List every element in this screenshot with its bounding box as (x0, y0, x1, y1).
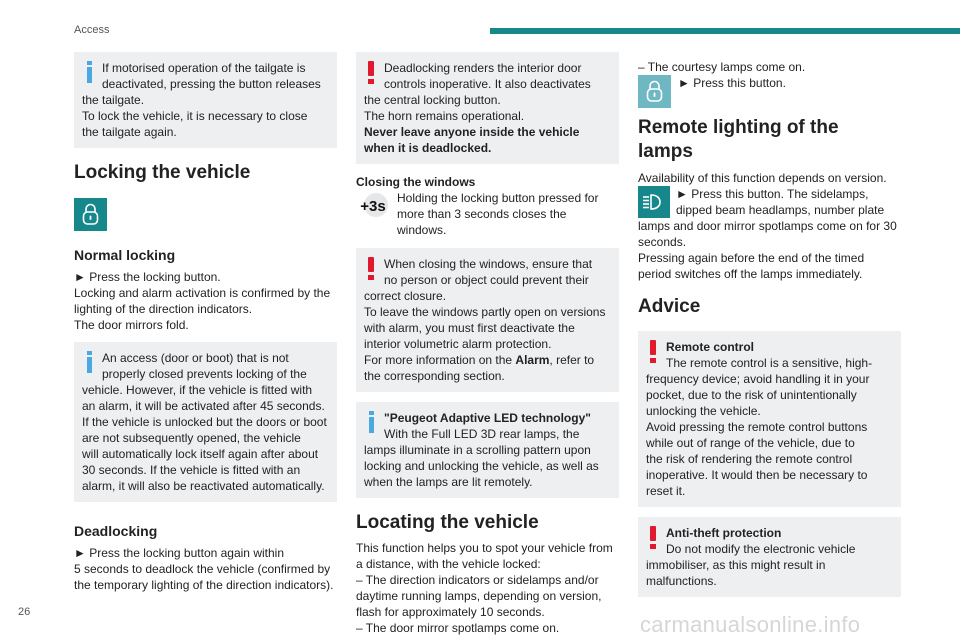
hold-3s-icon (356, 190, 390, 220)
info-note: "Peugeot Adaptive LED technology" With the Full LED 3D rear lamps, the lamps illuminate in a scrolling pattern upon locking and unlocking the vehicle, as well as when the lamps are lit remotely. (356, 402, 619, 498)
heading-deadlocking: Deadlocking (74, 523, 158, 539)
info-icon (87, 61, 92, 83)
heading-locating: Locating the vehicle (356, 512, 539, 533)
warning-icon (650, 526, 656, 548)
warning-icon (650, 340, 656, 362)
heading-closing-windows: Closing the windows (356, 175, 476, 189)
headlamp-icon (638, 186, 670, 218)
info-icon (87, 351, 92, 373)
column-3: – The courtesy lamps come on. ► Press this button. Remote lighting of the lamps Availability of this function depends on version. ► Press this button. The sidelamps, dipped beam headlamps, number plate lamps and door mirror spotlamps come on for 30 seconds. Pressing again before the end of the timed period switches off the lamps immediately. Advice Remote control The remote control is a sensitive, high- frequency device; avoid handling it in your pocket, due to the risk of unintentionally unlocking the vehicle. Avoid pressing the remote control buttons while out of range of the vehicle, due to the risk of rendering the remote control inoperative. It would then be necessary to reset it. Anti-theft protection Do not modify the electronic vehicle immobiliser, as this might result in malfunctions. (638, 52, 901, 605)
warning-note: Remote control The remote control is a sensitive, high- frequency device; avoid handling it in your pocket, due to the risk of unintentionally unlocking the vehicle. Avoid pressing the remote control buttons while out of range of the vehicle, due to the risk of rendering the remote control inoperative. It would then be necessary to reset it. (638, 331, 901, 507)
column-2: Deadlocking renders the interior door controls inoperative. It also deactivates the central locking button. The horn remains operational. Never leave anyone inside the vehicle when it is deadlocked. Closing the windows +3s Holding the locking button pressed for more than 3 seconds closes the windows. When closing the windows, ensure that no person or object could prevent their correct closure. To leave the windows partly open on versions with alarm, you must first deactivate the interior volumetric alarm protection. For more information on the Alarm, refer to the corresponding section. "Peugeot Adaptive LED technology" With the Full LED 3D rear lamps, the lamps illuminate in a scrolling pattern upon locking and unlocking the vehicle, as well as when the lamps are lit remotely. Locating the vehicle This function helps you to spot your vehicle from a distance, with the vehicle locked: – The direction indicators or sidelamps and/or daytime running lamps, depending on version, flash for approximately 10 seconds. – The door mirror spotlamps come on. (356, 52, 619, 636)
lock-icon (82, 203, 99, 226)
heading-remote-lighting: Remote lighting of the lamps (638, 117, 839, 162)
svg-text:+3s: +3s (360, 198, 386, 215)
section-title: Access (74, 24, 110, 36)
warning-note: Deadlocking renders the interior door controls inoperative. It also deactivates the central locking button. The horn remains operational. Never leave anyone inside the vehicle when it is deadlocked. (356, 52, 619, 164)
column-1: If motorised operation of the tailgate is deactivated, pressing the button releases the tailgate. To lock the vehicle, it is necessary to close the tailgate again. Locking the vehicle Normal locking ► Press the locking button. Locking and alarm activation is confirmed by the lighting of the direction indicators. The door mirrors fold. An access (door or boot) that is not properly closed prevents locking of the vehicle. However, if the vehicle is fitted with an alarm, it will be activated after 45 seconds. If the vehicle is unlocked but the doors or boot are not subsequently opened, the vehicle will automatically lock itself again after about 30 seconds. If the vehicle is fitted with an alarm, it will also be reactivated automatically. Deadlocking ► Press the locking button again within 5 seconds to deadlock the vehicle (confirmed by the temporary lighting of the direction indicators). (74, 52, 337, 593)
heading-advice: Advice (638, 296, 701, 317)
info-note: If motorised operation of the tailgate is deactivated, pressing the button releases the tailgate. To lock the vehicle, it is necessary to close the tailgate again. (74, 52, 337, 148)
heading-normal-locking: Normal locking (74, 247, 176, 263)
warning-icon (368, 257, 374, 279)
heading-locking: Locking the vehicle (74, 162, 251, 183)
watermark: carmanualsonline.info (640, 612, 861, 637)
unlock-button-icon (638, 75, 671, 108)
info-note: An access (door or boot) that is not properly closed prevents locking of the vehicle. However, if the vehicle is fitted with an alarm, it will be activated after 45 seconds. If the vehicle is unlocked but the doors or boot are not subsequently opened, the vehicle will automatically lock itself again after about 30 seconds. If the vehicle is fitted with an alarm, it will also be reactivated automatically. (74, 342, 337, 502)
lock-icon (646, 80, 663, 103)
header-bar (490, 28, 960, 34)
warning-icon (368, 61, 374, 83)
headlamp-button-icon (638, 186, 670, 218)
lock-button-icon (74, 198, 107, 231)
info-icon (369, 411, 374, 433)
warning-note: When closing the windows, ensure that no person or object could prevent their correct closure. To leave the windows partly open on versions with alarm, you must first deactivate the interior volumetric alarm protection. For more information on the Alarm, refer to the corresponding section. (356, 248, 619, 392)
warning-note: Anti-theft protection Do not modify the electronic vehicle immobiliser, as this might result in malfunctions. (638, 517, 901, 597)
page-number: 26 (18, 606, 31, 618)
